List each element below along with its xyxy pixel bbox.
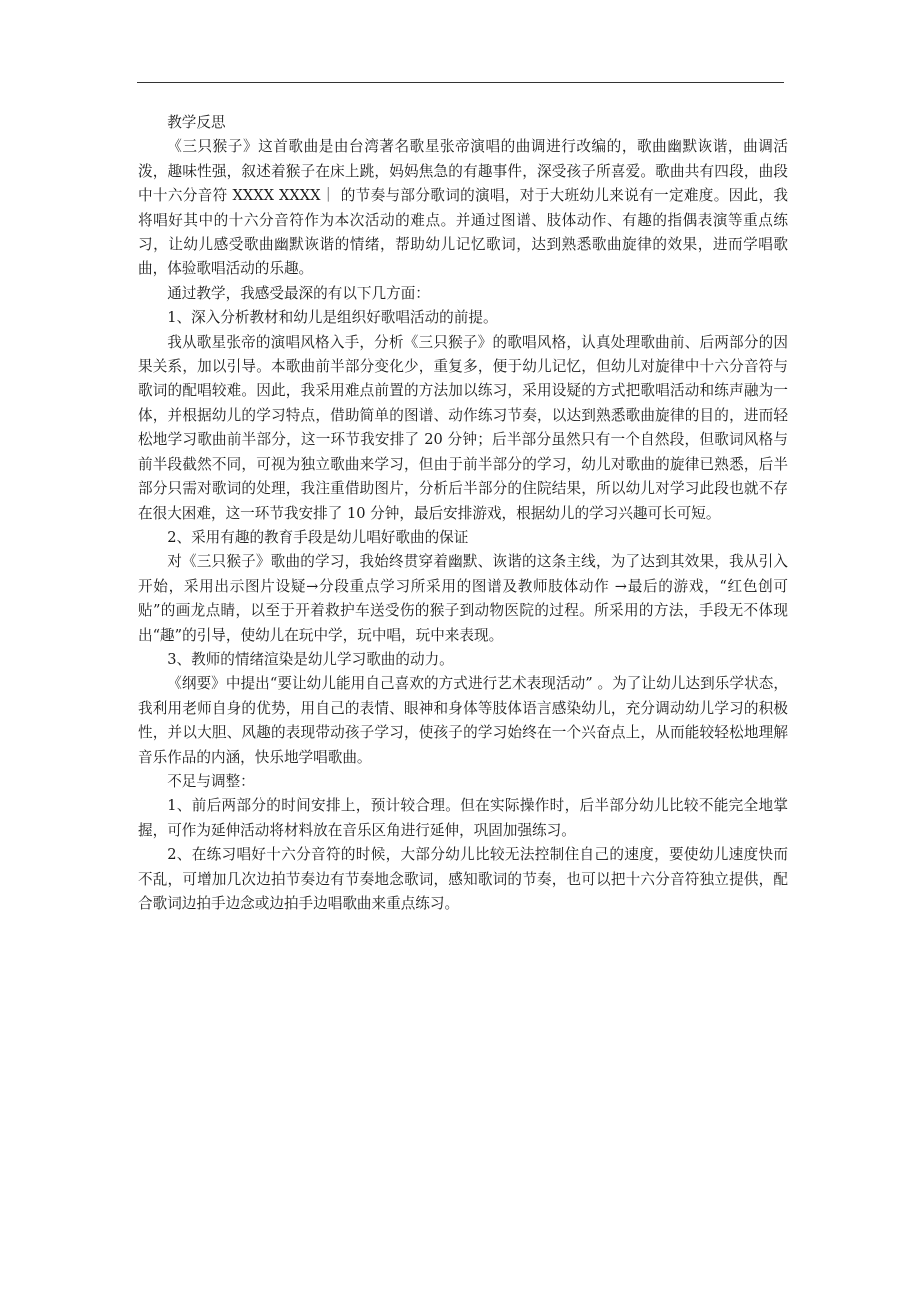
document-body: [138, 111, 788, 916]
section-heading: 不足与调整：: [167, 772, 255, 790]
paragraph: 2、在练习唱好十六分音符的时候，大部分幼儿比较无法控制住自己的速度，要使幼儿速度快而不乱，可增加几次边拍节奏边有节奏地念歌词，感知歌词的节奏，也可以把十六分音符独立提供，配合歌词边拍手边念或边拍手边唱歌曲来重点练习。: [138, 846, 788, 912]
section-heading: 3、教师的情绪渲染是幼儿学习歌曲的动力。: [167, 650, 454, 668]
paragraph: 我从歌星张帝的演唱风格入手，分析《三只猴子》的歌唱风格，认真处理歌曲前、后两部分的因果关系，加以引导。本歌曲前半部分变化少，重复多，便于幼儿记忆，但幼儿对旋律中十六分音符与歌词的配唱较难。因此，我采用难点前置的方法加以练习，采用设疑的方式把歌唱活动和练声融为一体，并根据幼儿的学习特点，借助简单的图谱、动作练习节奏，以达到熟悉歌曲旋律的目的，进而轻松地学习歌曲前半部分，这一环节我安排了 20 分钟；后半部分虽然只有一个自然段，但歌词风格与前半段截然不同，可视为独立歌曲来学习，但由于前半部分的学习，幼儿对歌曲的旋律已熟悉，后半部分只需对歌词的处理，我注重借助图片，分析后半部分的住院结果，所以幼儿对学习此段也就不存在很大困难，这一环节我安排了 10 分钟，最后安排游戏，根据幼儿的学习兴趣可长可短。: [138, 333, 788, 522]
paragraph: 对《三只猴子》歌曲的学习，我始终贯穿着幽默、诙谐的这条主线，为了达到其效果，我从引入开始，采用出示图片设疑→分段重点学习所采用的图谱及教师肢体动作 →最后的游戏，“红色创可贴”的画龙点睛，以至于开着救护车送受伤的猴子到动物医院的过程。所采用的方法，手段无不体现出“趣”的引导，使幼儿在玩中学，玩中唱，玩中来表现。: [138, 553, 788, 644]
header-rule: [137, 82, 784, 83]
section-heading: 1、深入分析教材和幼儿是组织好歌唱活动的前提。: [167, 309, 498, 327]
paragraph: 1、前后两部分的时间安排上，预计较合理。但在实际操作时，后半部分幼儿比较不能完全地掌握，可作为延伸活动将材料放在音乐区角进行延伸，巩固加强练习。: [138, 797, 788, 839]
paragraph: 《纲要》中提出“要让幼儿能用自己喜欢的方式进行艺术表现活动” 。为了让幼儿达到乐学状态，我利用老师自身的优势，用自己的表情、眼神和身体等肢体语言感染幼儿，充分调动幼儿学习的积极性，并以大胆、风趣的表现带动孩子学习，使孩子的学习始终在一个兴奋点上，从而能较轻松地理解音乐作品的内涵，快乐地学唱歌曲。: [138, 675, 788, 766]
document-title: 教学反思: [167, 114, 226, 131]
paragraph: 通过教学，我感受最深的有以下几方面：: [167, 284, 430, 302]
section-heading: 2、采用有趣的教育手段是幼儿唱好歌曲的保证: [167, 528, 469, 546]
paragraph: 《三只猴子》这首歌曲是由台湾著名歌星张帝演唱的曲调进行改编的，歌曲幽默诙谐，曲调活泼，趣味性强，叙述着猴子在床上跳，妈妈焦急的有趣事件，深受孩子所喜爱。歌曲共有四段，曲段中十六分音符 XXXX XXXX｜ 的节奏与部分歌词的演唱，对于大班幼儿来说有一定难度。因此，我将唱好其中的十六分音符作为本次活动的难点。并通过图谱、肢体动作、有趣的指偶表演等重点练习，让幼儿感受歌曲幽默诙谐的情绪，帮助幼儿记忆歌词，达到熟悉歌曲旋律的效果，进而学唱歌曲，体验歌唱活动的乐趣。: [138, 138, 788, 278]
